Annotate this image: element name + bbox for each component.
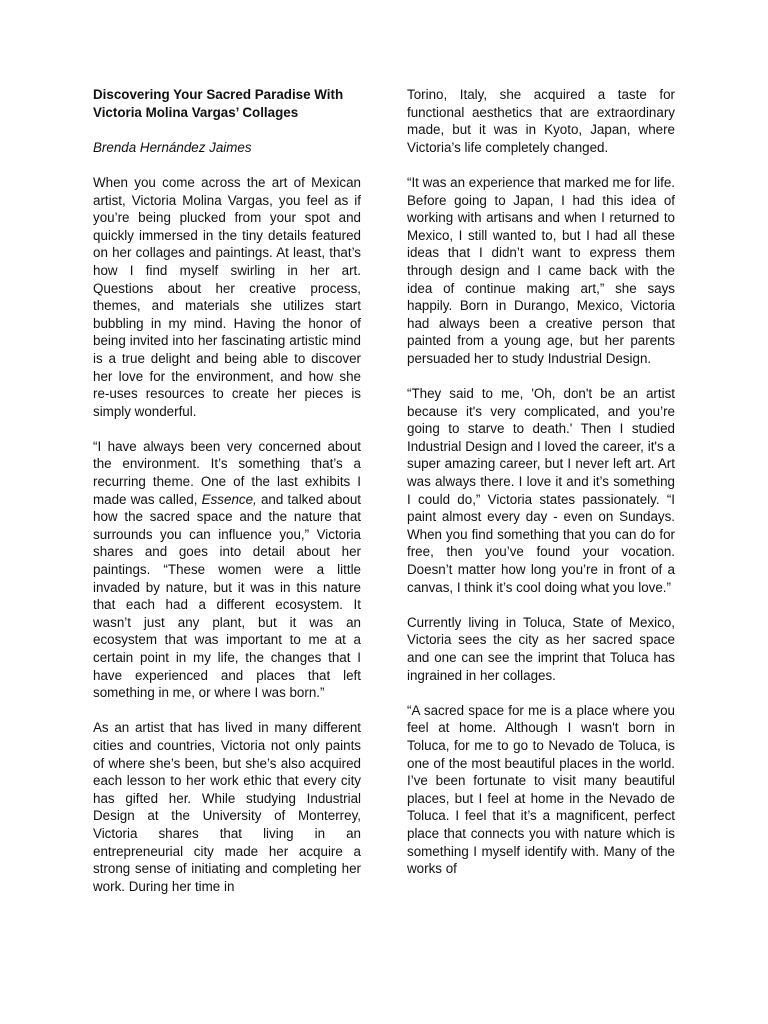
- paragraph: “A sacred space for me is a place where you feel at home. Although I wasn't born in Toluca, for me to go to Nevado de Toluca, is one of the most beautiful places in the world. I’ve been fortunate to visit many beautiful places, but I feel at home in the Nevado de Toluca. I feel that it’s a magnificent, perfect place that connects you with nature which is something I myself identify with. Many of the works of: [407, 702, 675, 877]
- paragraph: [93, 438, 361, 702]
- paragraph: “They said to me, 'Oh, don't be an artist because it's very complicated, and you’re going to starve to death.' Then I studied Industrial Design and I loved the career, it's a super amazing career, but I never left art. Art was always there. I love it and it’s something I could do,” Victoria states passionately. “I paint almost every day - even on Sundays. When you find something that you can do for free, then you’ve found your vocation. Doesn’t matter how long you’re in front of a canvas, I think it’s cool doing what you love.”: [407, 386, 675, 595]
- paragraph: Currently living in Toluca, State of Mexico, Victoria sees the city as her sacred space and one can see the imprint that Toluca has ingrained in her collages.: [407, 614, 675, 683]
- paragraph: “It was an experience that marked me for life. Before going to Japan, I had this idea of working with artisans and when I returned to Mexico, I still wanted to, but I had all these ideas that I didn’t want to express them through design and I came back with the idea of continue making art,” she says happily. Born in Durango, Mexico, Victoria had always been a creative person that painted from a young age, but her parents persuaded her to study Industrial Design.: [407, 174, 675, 366]
- article-author: Brenda Hernández Jaimes: [93, 139, 252, 155]
- article-title: [93, 86, 361, 121]
- title-line-1: Discovering Your Sacred Paradise With: [93, 87, 344, 102]
- title-line-2: Victoria Molina Vargas’ Collages: [93, 104, 299, 120]
- paragraph-text: and talked about how the sacred space and the nature that surrounds you can influence you,” Victoria shares and goes into detail about her paintings. “These women were a little invaded by nature, but it was in this nature that each had a different ecosystem. It wasn’t just any plant, but it was an ecosystem that was important to me at a certain point in my life, the changes that I have experienced and places that left something in me, or where I was born.”: [93, 491, 361, 701]
- right-column: [407, 86, 675, 895]
- paragraph: When you come across the art of Mexican artist, Victoria Molina Vargas, you feel as if you’re being plucked from your spot and quickly immersed in the tiny details featured on her collages and paintings. At least, that’s how I find myself swirling in her art. Questions about her creative process, themes, and materials she utilizes start bubbling in my mind. Having the honor of being invited into her fascinating artistic mind is a true delight and being able to discover her love for the environment, and how she re-uses resources to create her pieces is simply wonderful.: [93, 174, 361, 419]
- paragraph-text: “I have always been very concerned about the environment. It’s something that’s a recurring theme. One of the last exhibits I made was called,: [93, 438, 361, 507]
- left-column: [93, 86, 361, 913]
- exhibit-name: Essence,: [201, 491, 257, 507]
- paragraph: Torino, Italy, she acquired a taste for functional aesthetics that are extraordinary made, but it was in Kyoto, Japan, where Victoria’s life completely changed.: [407, 87, 675, 155]
- paragraph: As an artist that has lived in many different cities and countries, Victoria not only paints of where she’s been, but she’s also acquired each lesson to her work ethic that every city has gifted her. While studying Industrial Design at the University of Monterrey, Victoria shares that living in an entrepreneurial city made her acquire a strong sense of initiating and completing her work. During her time in: [93, 720, 361, 894]
